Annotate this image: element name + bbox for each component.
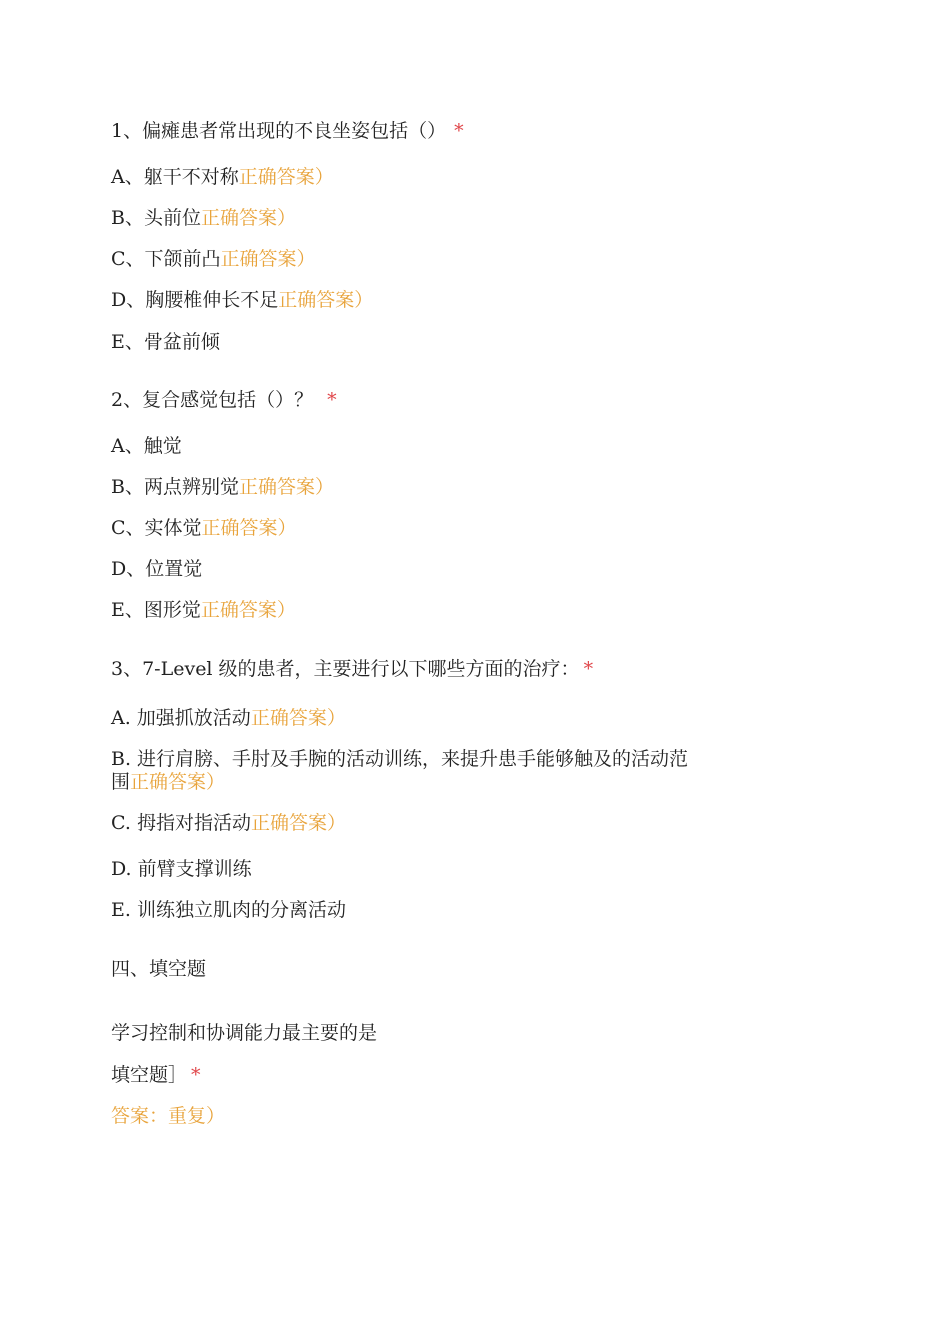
q3-option-b-continued: 围正确答案）	[111, 771, 226, 793]
fill-blank-question: 学习控制和协调能力最主要的是	[111, 1022, 378, 1044]
answer-label: 正确答案）	[250, 707, 346, 729]
question-2-title: 2、复合感觉包括（）？ *	[111, 389, 337, 411]
answer-label: 正确答案）	[200, 207, 296, 229]
answer-label: 正确答案）	[238, 476, 334, 498]
q1-option-e: E、骨盆前倾	[111, 331, 220, 353]
required-mark: *	[583, 658, 594, 680]
answer-label: 正确答案）	[278, 289, 374, 311]
q2-option-b: B、两点辨别觉正确答案）	[111, 476, 334, 498]
answer-label: 正确答案）	[238, 166, 334, 188]
q2-option-d: D、位置觉	[111, 558, 203, 580]
q3-option-a: A. 加强抓放活动正确答案）	[111, 707, 346, 729]
q2-option-c: C、实体觉正确答案）	[111, 517, 297, 539]
required-mark: *	[327, 389, 337, 411]
answer-label: 正确答案）	[201, 517, 297, 539]
q3-option-e: E. 训练独立肌肉的分离活动	[111, 899, 346, 921]
q1-option-b: B、头前位正确答案）	[111, 207, 296, 229]
q3-option-c: C. 拇指对指活动正确答案）	[111, 812, 346, 834]
required-mark: *	[454, 120, 464, 142]
required-mark: *	[191, 1064, 201, 1086]
q2-option-a: A、触觉	[111, 435, 182, 457]
q1-option-d: D、胸腰椎伸长不足正确答案）	[111, 289, 374, 311]
q1-option-c: C、下颌前凸正确答案）	[111, 248, 316, 270]
q3-option-d: D. 前臂支撑训练	[111, 858, 252, 880]
q2-option-e: E、图形觉正确答案）	[111, 599, 296, 621]
section-heading: 四、填空题	[111, 958, 207, 980]
q3-option-b: B. 进行肩膀、手肘及手腕的活动训练，来提升患手能够触及的活动范	[111, 748, 689, 770]
answer-label: 正确答案）	[250, 812, 346, 834]
answer-label: 正确答案）	[130, 771, 226, 793]
fill-blank-type-label: 填空题］ *	[111, 1064, 201, 1086]
q1-option-a: A、躯干不对称正确答案）	[111, 166, 334, 188]
question-3-title: 3、7-Level 级的患者，主要进行以下哪些方面的治疗： *	[111, 658, 594, 680]
answer-label: 正确答案）	[200, 599, 296, 621]
fill-blank-answer: 答案：重复）	[111, 1105, 226, 1127]
answer-label: 正确答案）	[220, 248, 316, 270]
question-1-title: 1、偏瘫患者常出现的不良坐姿包括（） *	[111, 120, 464, 142]
